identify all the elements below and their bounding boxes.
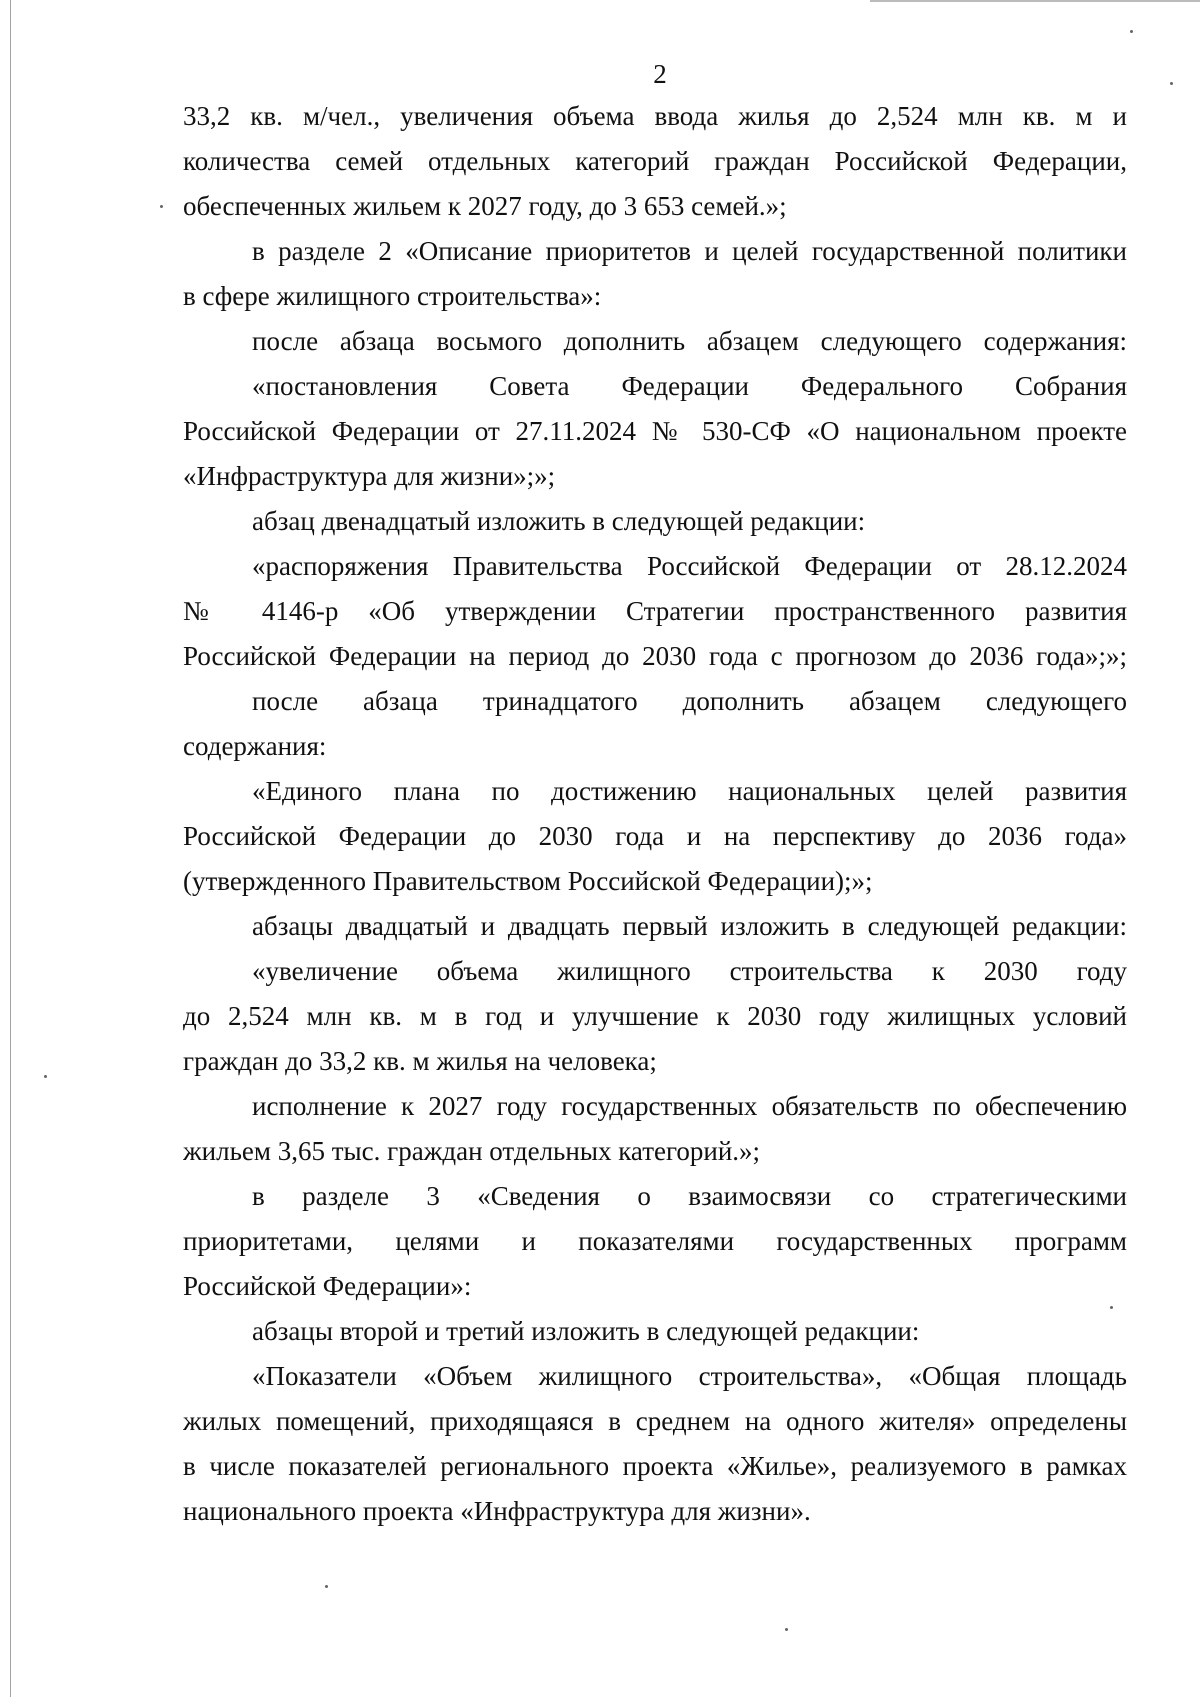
scan-speck <box>1110 1306 1113 1309</box>
text-line: Российской Федерации на период до 2030 года с прогнозом до 2036 года»;»; <box>183 641 1127 671</box>
text-line: «распоряжения Правительства Российской Федерации от 28.12.2024 <box>252 551 1127 581</box>
text-line: жильем 3,65 тыс. граждан отдельных категорий.»; <box>183 1136 761 1166</box>
text-line: в разделе 3 «Сведения о взаимосвязи со стратегическими <box>252 1181 1127 1211</box>
text-line: абзацы двадцатый и двадцать первый изложить в следующей редакции: <box>252 911 1127 941</box>
text-line: «постановления Совета Федерации Федерального Собрания <box>252 371 1127 401</box>
text-line: Российской Федерации от 27.11.2024 № 530-СФ «О национальном проекте <box>183 416 1127 446</box>
text-line: после абзаца тринадцатого дополнить абзацем следующего <box>252 686 1127 716</box>
text-line: после абзаца восьмого дополнить абзацем следующего содержания: <box>252 326 1127 356</box>
page-number: 2 <box>653 59 667 89</box>
text-line: (утвержденного Правительством Российской Федерации);»; <box>183 866 873 896</box>
scan-edge-top <box>870 0 1200 2</box>
text-line: содержания: <box>183 731 327 761</box>
text-line: «Инфраструктура для жизни»;»; <box>183 461 556 491</box>
text-line: национального проекта «Инфраструктура для жизни». <box>183 1496 811 1526</box>
text-line: «Единого плана по достижению национальных целей развития <box>252 776 1127 806</box>
scan-speck <box>785 1628 788 1631</box>
text-line: «увеличение объема жилищного строительства к 2030 году <box>252 956 1127 986</box>
text-line: 33,2 кв. м/чел., увеличения объема ввода жилья до 2,524 млн кв. м и <box>183 101 1127 131</box>
text-line: Российской Федерации до 2030 года и на перспективу до 2036 года» <box>183 821 1127 851</box>
text-line: количества семей отдельных категорий граждан Российской Федерации, <box>183 146 1127 176</box>
text-line: «Показатели «Объем жилищного строительства», «Общая площадь <box>252 1361 1127 1391</box>
document-body <box>183 94 1127 1534</box>
text-line: в числе показателей регионального проекта «Жилье», реализуемого в рамках <box>183 1451 1127 1481</box>
text-line: приоритетами, целями и показателями государственных программ <box>183 1226 1127 1256</box>
text-line: в сфере жилищного строительства»: <box>183 281 602 311</box>
scan-speck <box>44 1075 47 1078</box>
text-line: жилых помещений, приходящаяся в среднем на одного жителя» определены <box>183 1406 1127 1436</box>
text-line: исполнение к 2027 году государственных обязательств по обеспечению <box>252 1091 1127 1121</box>
text-line: № 4146-р «Об утверждении Стратегии пространственного развития <box>183 596 1127 626</box>
text-line: абзацы второй и третий изложить в следующей редакции: <box>252 1316 920 1346</box>
text-line: в разделе 2 «Описание приоритетов и целей государственной политики <box>252 236 1127 266</box>
text-line: абзац двенадцатый изложить в следующей редакции: <box>252 506 866 536</box>
text-line: Российской Федерации»: <box>183 1271 472 1301</box>
text-line: граждан до 33,2 кв. м жилья на человека; <box>183 1046 657 1076</box>
scan-speck <box>1130 30 1133 33</box>
scan-speck <box>160 205 163 208</box>
scan-speck <box>325 1585 328 1588</box>
text-line: обеспеченных жильем к 2027 году, до 3 653 семей.»; <box>183 191 787 221</box>
scan-speck <box>1170 82 1173 85</box>
scan-edge-left <box>10 0 11 1697</box>
text-line: до 2,524 млн кв. м в год и улучшение к 2030 году жилищных условий <box>183 1001 1127 1031</box>
